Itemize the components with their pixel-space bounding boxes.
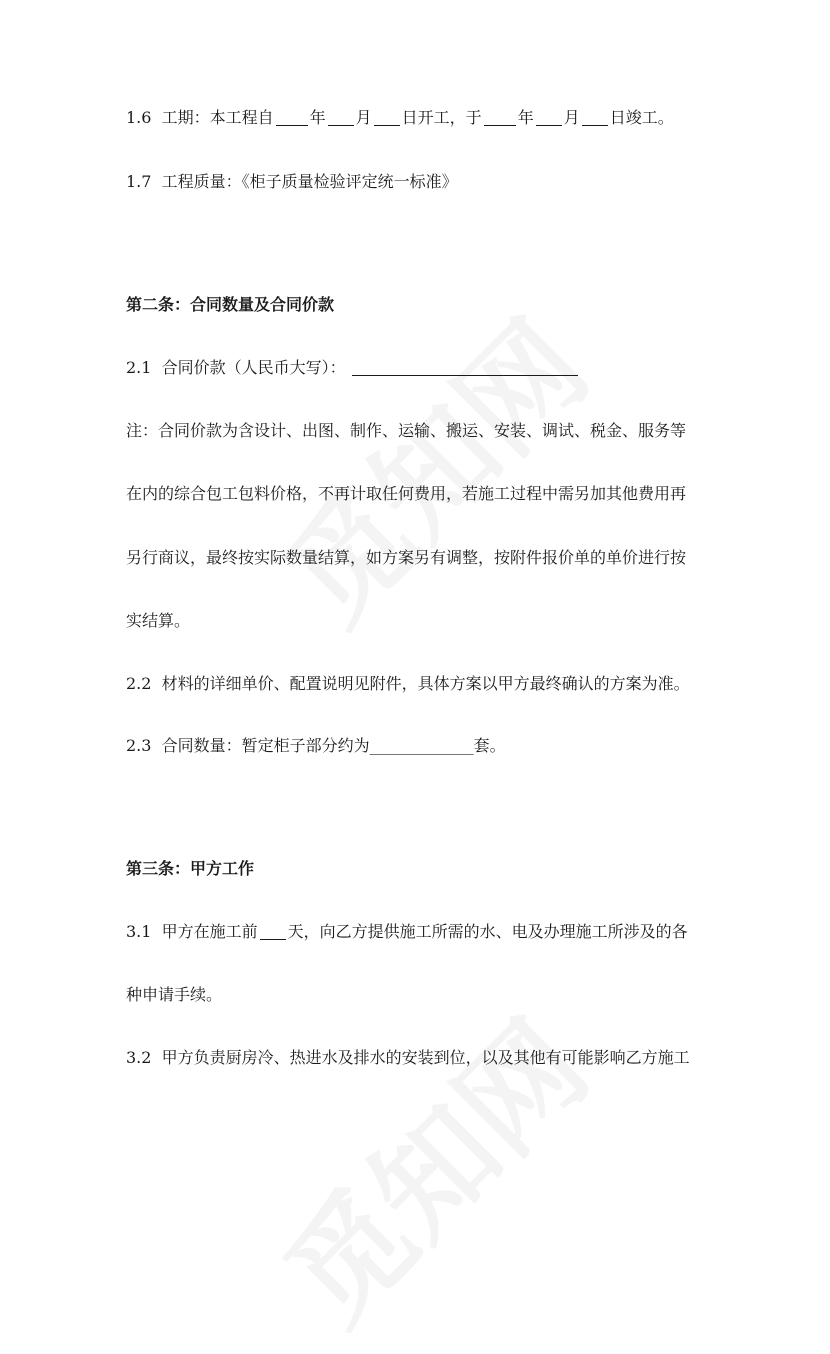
section-heading: 第三条：甲方工作: [126, 859, 255, 878]
clause-number: 2.1: [126, 358, 152, 377]
watermark: [242, 278, 618, 654]
clause-number: 3.2: [126, 1048, 152, 1067]
clause-3-1: 3.1 甲方在施工前 天，向乙方提供施工所需的水、电及办理施工所涉及的各: [126, 922, 688, 941]
clause-3-1-continued: 种申请手续。: [126, 985, 223, 1004]
blank-field[interactable]: [374, 109, 400, 126]
clause-number: 3.1: [126, 922, 152, 941]
clause-3-2: 3.2 甲方负责厨房冷、热进水及排水的安装到位，以及其他有可能影响乙方施工: [126, 1048, 690, 1067]
watermark: [242, 978, 618, 1354]
clause-number: 2.3: [126, 736, 152, 755]
clause-number: 2.2: [126, 674, 152, 693]
blank-field[interactable]: [484, 109, 516, 126]
clause-2-2: 2.2 材料的详细单价、配置说明见附件，具体方案以甲方最终确认的方案为准。: [126, 674, 690, 693]
section-heading: 第二条：合同数量及合同价款: [126, 295, 335, 314]
clause-1-6: 1.6 工期：本工程自 年 月 日开工，于 年 月 日竣工。: [126, 108, 674, 127]
clause-number: 1.6: [126, 108, 152, 127]
note-line: 在内的综合包工包料价格，不再计取任何费用，若施工过程中需另加其他费用再: [126, 484, 687, 503]
blank-field[interactable]: [582, 109, 608, 126]
note-line: 注：合同价款为含设计、出图、制作、运输、搬运、安装、调试、税金、服务等: [126, 421, 687, 440]
amount-blank-field[interactable]: [352, 359, 578, 376]
clause-1-7: 1.7 工程质量：《柜子质量检验评定统一标准》: [126, 172, 458, 191]
days-blank-field[interactable]: [260, 923, 286, 940]
note-line: 另行商议，最终按实际数量结算，如方案另有调整，按附件报价单的单价进行按: [126, 548, 687, 567]
blank-field[interactable]: [536, 109, 562, 126]
clause-2-3: 2.3 合同数量：暂定柜子部分约为_____________套。: [126, 736, 506, 755]
note-line: 实结算。: [126, 611, 191, 630]
clause-number: 1.7: [126, 172, 152, 191]
blank-field[interactable]: [328, 109, 354, 126]
blank-field[interactable]: [276, 109, 308, 126]
clause-2-1: 2.1 合同价款（人民币大写）：: [126, 358, 580, 378]
